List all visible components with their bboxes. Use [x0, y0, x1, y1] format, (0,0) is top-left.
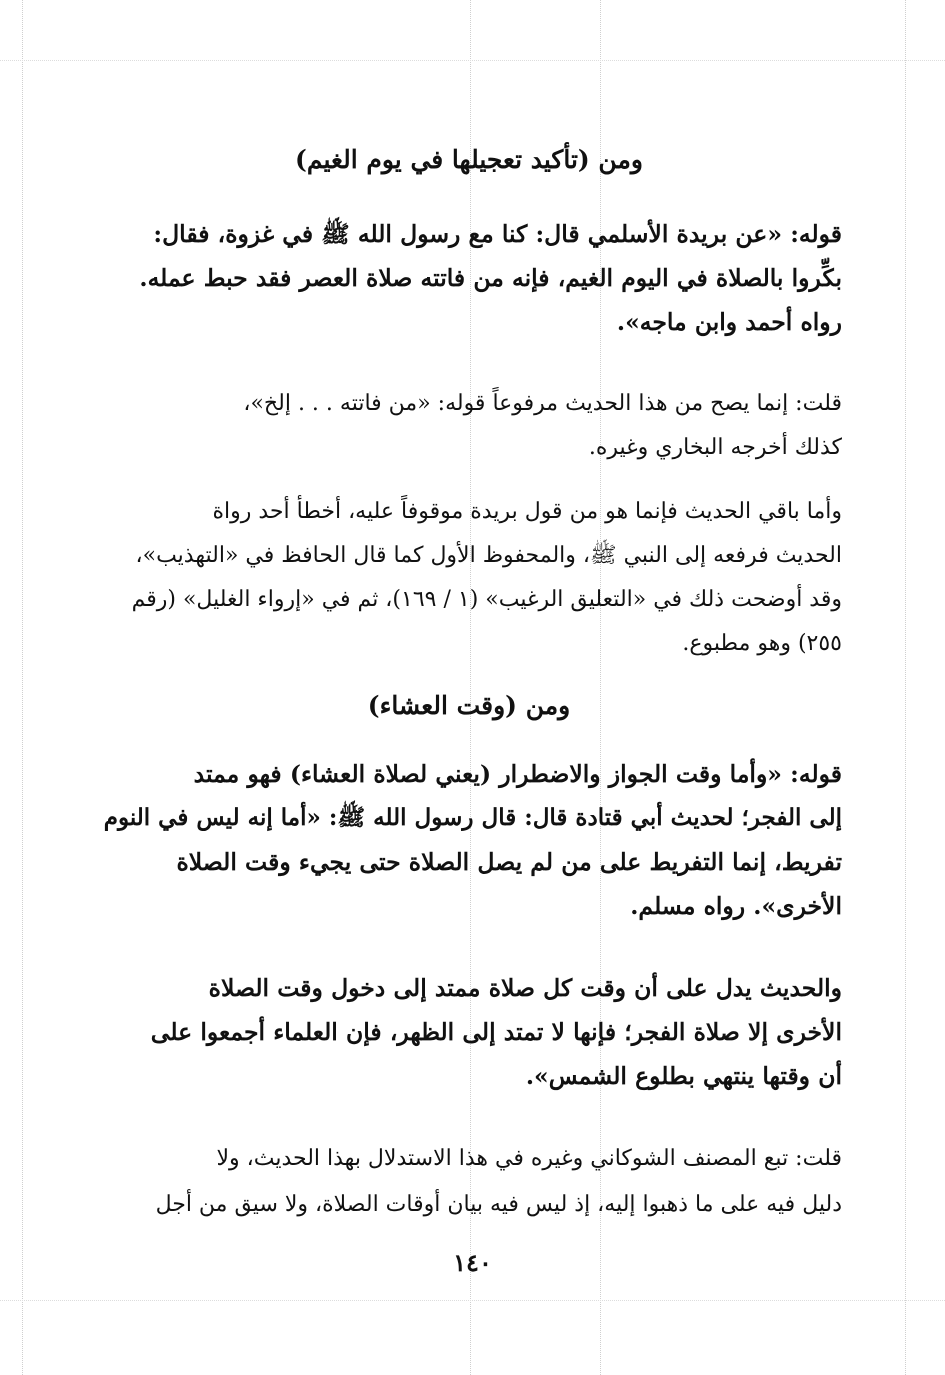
- text-line: وقد أوضحت ذلك في «التعليق الرغيب» (١ / ١٦٩)، ثم في «إرواء الغليل» (رقم: [131, 587, 842, 612]
- text-line: وأما باقي الحديث فإنما هو من قول بريدة موقوفاً عليه، أخطأ أحد رواة: [212, 499, 842, 524]
- paragraph-hadith-buraydah: [96, 212, 842, 344]
- section-heading-cloudy-day: ومن (تأكيد تعجيلها في يوم الغيم): [295, 145, 643, 174]
- scan-guide-line: [22, 0, 23, 1375]
- paragraph-isha-hadith: [96, 752, 842, 928]
- text-line: رواه أحمد وابن ماجه».: [616, 308, 842, 336]
- text-line: بكِّروا بالصلاة في اليوم الغيم، فإنه من فاتته صلاة العصر فقد حبط عمله.: [139, 264, 842, 292]
- text-line: والحديث يدل على أن وقت كل صلاة ممتد إلى دخول وقت الصلاة: [208, 974, 842, 1002]
- text-line: إلى الفجر؛ لحديث أبي قتادة قال: قال رسول الله ﷺ: «أما إنه ليس في النوم: [103, 804, 842, 831]
- text-line: الأخرى». رواه مسلم.: [630, 892, 842, 920]
- page-number: ١٤٠: [453, 1248, 492, 1277]
- text-line: تفريط، إنما التفريط على من لم يصل الصلاة حتى يجيء وقت الصلاة: [176, 848, 842, 876]
- scan-guide-line: [0, 1300, 945, 1301]
- text-line: الحديث فرفعه إلى النبي ﷺ، والمحفوظ الأول كما قال الحافظ في «التهذيب»،: [135, 543, 842, 568]
- text-line: قلت: إنما يصح من هذا الحديث مرفوعاً قوله: «من فاتته . . . إلخ»،: [243, 391, 842, 416]
- paragraph-hadith-indication: [96, 966, 842, 1098]
- scan-guide-line: [0, 60, 945, 61]
- section-heading-isha-time: ومن (وقت العشاء): [367, 691, 571, 720]
- paragraph-comment-mawquf: [96, 490, 842, 666]
- text-line: الأخرى إلا صلاة الفجر؛ فإنها لا تمتد إلى الظهر، فإن العلماء أجمعوا على: [150, 1018, 842, 1046]
- paragraph-comment-authenticity: [96, 382, 842, 470]
- text-line: دليل فيه على ما ذهبوا إليه، إذ ليس فيه بيان أوقات الصلاة، ولا سيق من أجل: [155, 1192, 842, 1217]
- text-line: قلت: تبع المصنف الشوكاني وغيره في هذا الاستدلال بهذا الحديث، ولا: [216, 1146, 842, 1171]
- text-line: قوله: «وأما وقت الجواز والاضطرار (يعني لصلاة العشاء) فهو ممتد: [193, 760, 842, 788]
- paragraph-comment-shawkani: [96, 1136, 842, 1228]
- text-line: قوله: «عن بريدة الأسلمي قال: كنا مع رسول الله ﷺ في غزوة، فقال:: [153, 220, 842, 248]
- text-line: ٢٥٥) وهو مطبوع.: [682, 631, 842, 656]
- text-line: كذلك أخرجه البخاري وغيره.: [588, 435, 842, 460]
- text-line: أن وقتها ينتهي بطلوع الشمس».: [525, 1062, 842, 1090]
- scan-guide-line: [905, 0, 906, 1375]
